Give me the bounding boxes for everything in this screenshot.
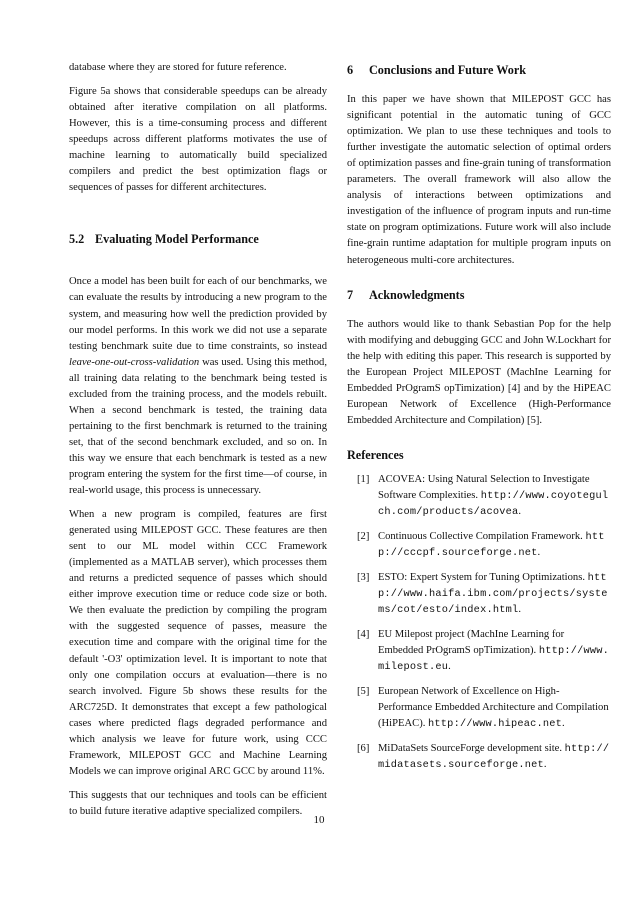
- references-list: [347, 472, 611, 773]
- reference-url-link[interactable]: http://midatasets.sourceforge.net: [378, 742, 610, 771]
- section-heading-5-2: [69, 231, 327, 247]
- reference-url-link[interactable]: http://www.haifa.ibm.com/projects/systems/cot/esto/index.html: [378, 571, 608, 616]
- reference-item: [357, 684, 611, 732]
- right-column: [347, 60, 611, 782]
- reference-label: [4]: [357, 628, 370, 640]
- reference-text: ACOVEA: Using Natural Selection to Investigate Software Complexities.: [378, 473, 590, 501]
- paragraph-acknowledgments: The authors would like to thank Sebastian Pop for the help with modifying and debugging GCC and John W.Lockhart for the help with editing this paper. This research is supported by the European Project MILEPOST (MachIne Learning for Embedded PrOgramS opTimization) [4] and by the HiPEAC European Network of Excellence (High-Performance Embedded Architecture and Compilation) [5].: [347, 318, 611, 426]
- text-run: Once a model has been built for each of our benchmarks, we can evaluate the results by introducing a new program to the system, and measuring how well the prediction provided by our model performs. In this work we did not use a separate testing benchmark suite due to time constraints, so instead: [69, 276, 327, 352]
- reference-end-punct: .: [543, 758, 547, 770]
- reference-text: Continuous Collective Compilation Framework.: [378, 530, 583, 542]
- section-number: 7: [347, 287, 354, 302]
- reference-text: ESTO: Expert System for Tuning Optimizations.: [378, 571, 585, 583]
- section-title: Evaluating Model Performance: [95, 232, 259, 247]
- reference-item: [357, 627, 611, 675]
- reference-end-punct: .: [448, 660, 451, 672]
- reference-text: EU Milepost project (MachIne Learning for Embedded PrOgramS opTimization).: [378, 628, 565, 656]
- paragraph-new-program: When a new program is compiled, features are first generated using MILEPOST GCC. These features are then sent to our ML model within CCC Framework (implemented as a MATLAB server), which processes them and returns a predicted sequence of passes which should either improve execution time or reduce code size or both. We then evaluate the prediction by compiling the program with the suggested sequence of passes, measure the execution time and compare with the original time for the default '-O3' optimization level. It is important to note that only one compilation occurs at evaluation—there is no search involved. Figure 5b shows these results for the ARC725D. It demonstrates that except a few pathological cases where predicted flags degraded performance and which analysis we leave for future work, using CCC Framework, MILEPOST GCC and Machine Learning Models we can improve original ARC GCC by around 11%.: [69, 509, 327, 777]
- reference-item: [357, 529, 611, 561]
- references-heading: References: [347, 447, 404, 462]
- section-number: 6: [347, 63, 354, 77]
- paragraph-conclusion-note: This suggests that our techniques and tools can be efficient to build future iterative adaptive specialized compilers.: [69, 789, 327, 817]
- section-title: Conclusions and Future Work: [369, 63, 527, 77]
- emphasis-loocv: leave-one-out-cross-validation: [69, 356, 200, 368]
- reference-label: [3]: [357, 571, 370, 583]
- reference-end-punct: .: [518, 603, 521, 615]
- section-title: Acknowledgments: [369, 287, 465, 302]
- reference-url-link[interactable]: http://cccpf.sourceforge.net: [378, 530, 605, 559]
- left-column: [69, 60, 327, 820]
- reference-url-link[interactable]: http://www.coyotegulch.com/products/acovea: [378, 489, 609, 518]
- paragraph-model-evaluation: [69, 274, 327, 499]
- reference-url-link[interactable]: http://www.hipeac.net: [428, 717, 563, 730]
- paragraph-continuation: database where they are stored for future reference.: [69, 62, 287, 73]
- reference-end-punct: .: [518, 505, 521, 517]
- reference-text: European Network of Excellence on High-Performance Embedded Architecture and Compilation (HiPEAC).: [378, 685, 609, 729]
- page-number: 10: [313, 814, 325, 826]
- reference-label: [5]: [357, 685, 370, 697]
- section-heading-7: [347, 287, 611, 303]
- reference-text: MiDataSets SourceForge development site.: [378, 742, 562, 754]
- reference-label: [6]: [357, 742, 370, 754]
- reference-url-link[interactable]: http://www.milepost.eu: [378, 644, 610, 673]
- reference-item: [357, 472, 611, 520]
- reference-item: [357, 741, 611, 773]
- reference-label: [1]: [357, 473, 370, 485]
- section-number: 5.2: [69, 232, 85, 247]
- text-run: was used. Using this method, all training data relating to the benchmark being tested is excluded from the training process, and the models rebuilt. When a second benchmark is tested, the training data pertaining to the first benchmark is returned to the training set, that of the second benchmark excluded, and so on. In this way we ensure that each benchmark is tested as a new program entering the system for the first time—of course, in real-world usage, this process is unnecessary.: [69, 356, 327, 497]
- reference-label: [2]: [357, 530, 370, 542]
- paragraph-figure5a: Figure 5a shows that considerable speedups can be already obtained after iterative compilation on all platforms. However, this is a time-consuming process and different speedups across different platforms motivates the use of machine learning to automatically build specialized compilers and predict the best optimization flags or sequences of passes for different architectures.: [69, 86, 327, 194]
- paragraph-conclusions: In this paper we have shown that MILEPOST GCC has significant potential in the automatic tuning of GCC optimization. We plan to use these techniques and tools to further investigate the automatic selection of optimal orders of optimization passes and fine-grain tuning of transformation parameters. The overall framework will also allow the analysis of interactions between optimizations and investigation of the influence of program inputs and run-time state on program optimizations. Future work will also include fine-grain runtime adaptation for multiple program inputs on heterogeneous multi-core architectures.: [347, 94, 611, 266]
- reference-end-punct: .: [562, 717, 565, 729]
- reference-item: [357, 570, 611, 618]
- section-heading-6: [347, 62, 611, 78]
- reference-end-punct: .: [537, 546, 541, 558]
